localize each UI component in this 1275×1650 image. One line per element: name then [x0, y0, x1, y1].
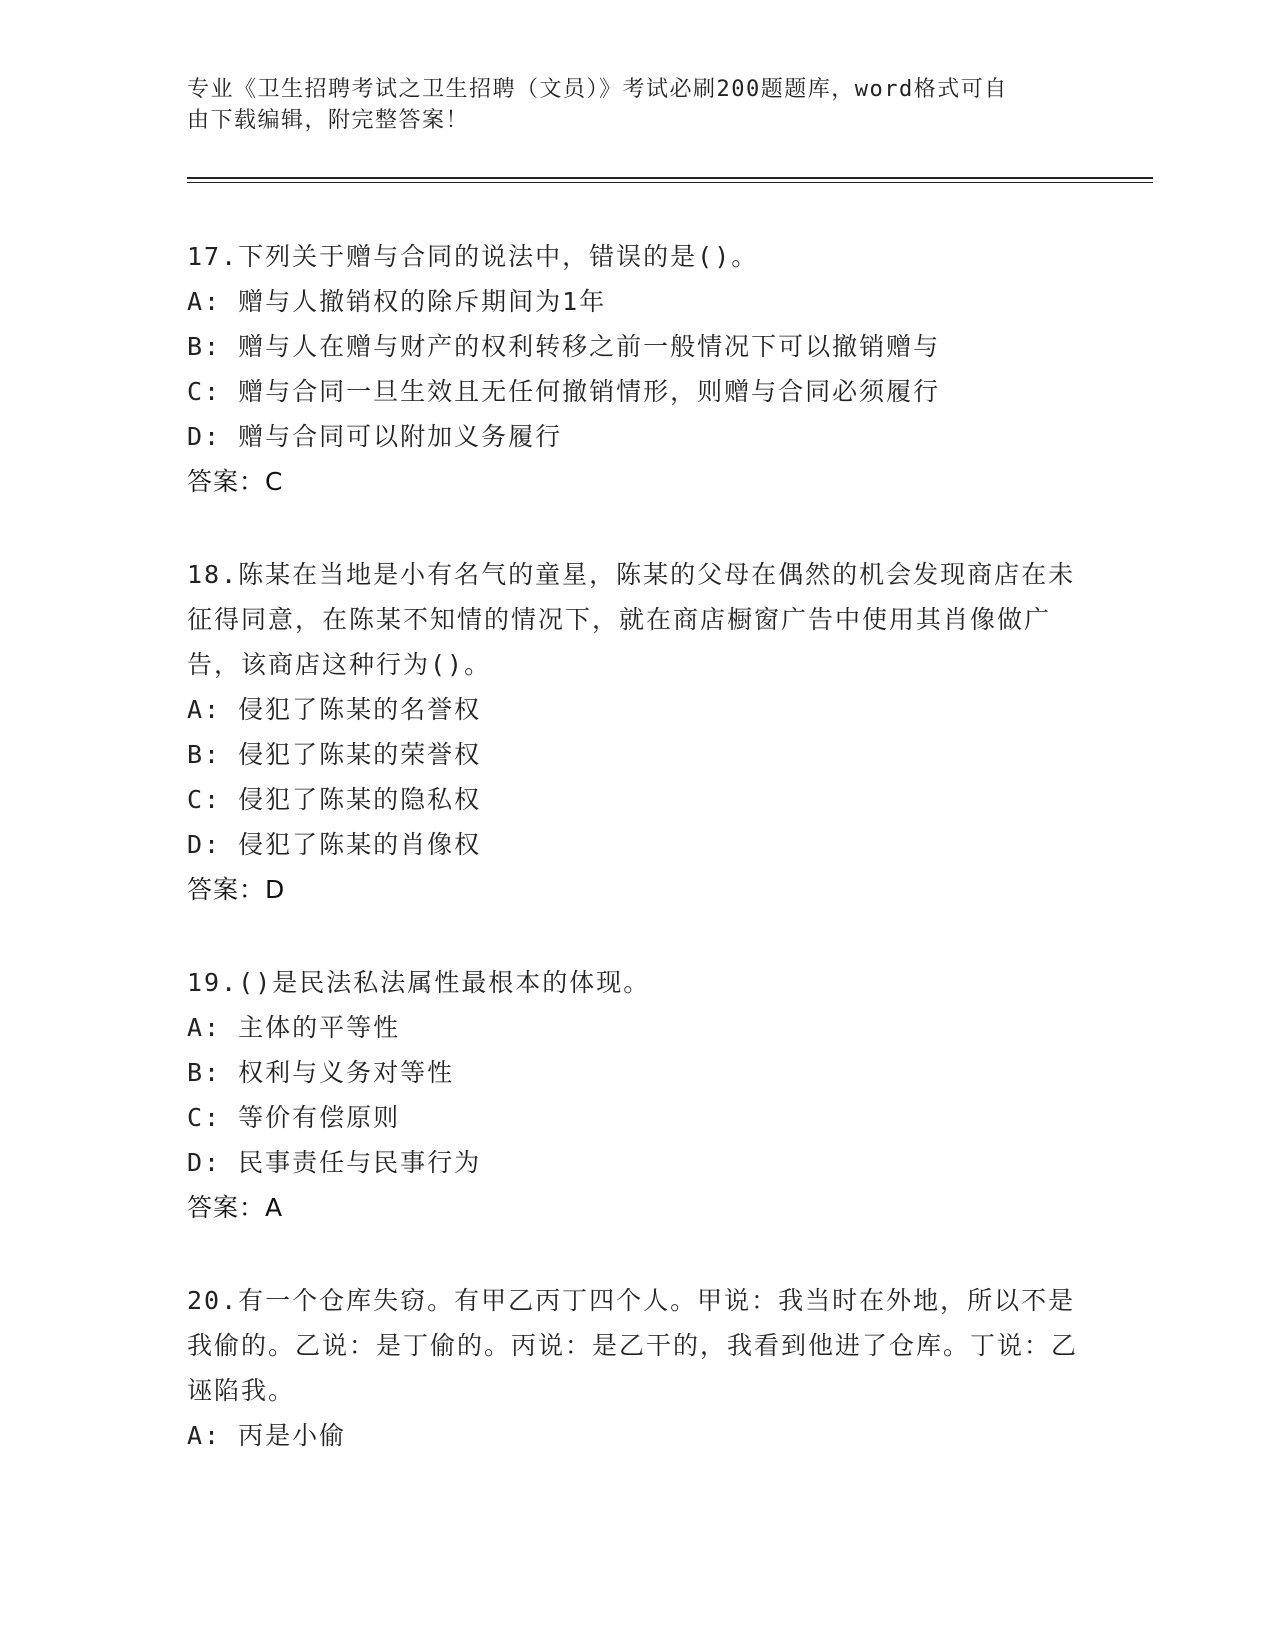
document-header	[187, 74, 1067, 136]
option-d: D: 赠与合同可以附加义务履行	[187, 422, 563, 451]
question-stem: 17.下列关于赠与合同的说法中，错误的是()。	[187, 242, 759, 271]
question-20	[187, 1278, 1087, 1458]
header-divider-thin	[187, 182, 1153, 183]
option-c: C: 赠与合同一旦生效且无任何撤销情形，则赠与合同必须履行	[187, 377, 941, 406]
question-18	[187, 552, 1087, 912]
option-b: B: 侵犯了陈某的荣誉权	[187, 740, 482, 769]
option-b: B: 权利与义务对等性	[187, 1058, 455, 1087]
answer: 答案：C	[187, 467, 284, 496]
option-a: A: 侵犯了陈某的名誉权	[187, 695, 482, 724]
header-divider-thick	[187, 177, 1153, 179]
question-19	[187, 960, 1087, 1230]
option-b: B: 赠与人在赠与财产的权利转移之前一般情况下可以撤销赠与	[187, 332, 941, 361]
option-a: A: 丙是小偷	[187, 1421, 347, 1450]
question-stem: 19.()是民法私法属性最根本的体现。	[187, 968, 651, 997]
option-c: C: 等价有偿原则	[187, 1103, 401, 1132]
option-d: D: 侵犯了陈某的肖像权	[187, 830, 482, 859]
question-stem: 20.有一个仓库失窃。有甲乙丙丁四个人。甲说：我当时在外地，所以不是我偷的。乙说：是丁偷的。丙说：是乙干的，我看到他进了仓库。丁说：乙诬陷我。	[187, 1286, 1079, 1405]
answer: 答案：A	[187, 1193, 284, 1222]
option-a: A: 赠与人撤销权的除斥期间为1年	[187, 287, 607, 316]
header-line-1: 专业《卫生招聘考试之卫生招聘（文员）》考试必刷200题题库，word格式可自	[187, 77, 1008, 102]
question-stem: 18.陈某在当地是小有名气的童星，陈某的父母在偶然的机会发现商店在未征得同意，在陈某不知情的情况下，就在商店橱窗广告中使用其肖像做广告，该商店这种行为()。	[187, 560, 1076, 679]
option-c: C: 侵犯了陈某的隐私权	[187, 785, 482, 814]
option-a: A: 主体的平等性	[187, 1013, 401, 1042]
answer: 答案：D	[187, 875, 286, 904]
question-17	[187, 234, 1087, 504]
option-d: D: 民事责任与民事行为	[187, 1148, 482, 1177]
header-line-2: 由下载编辑，附完整答案！	[187, 108, 470, 133]
